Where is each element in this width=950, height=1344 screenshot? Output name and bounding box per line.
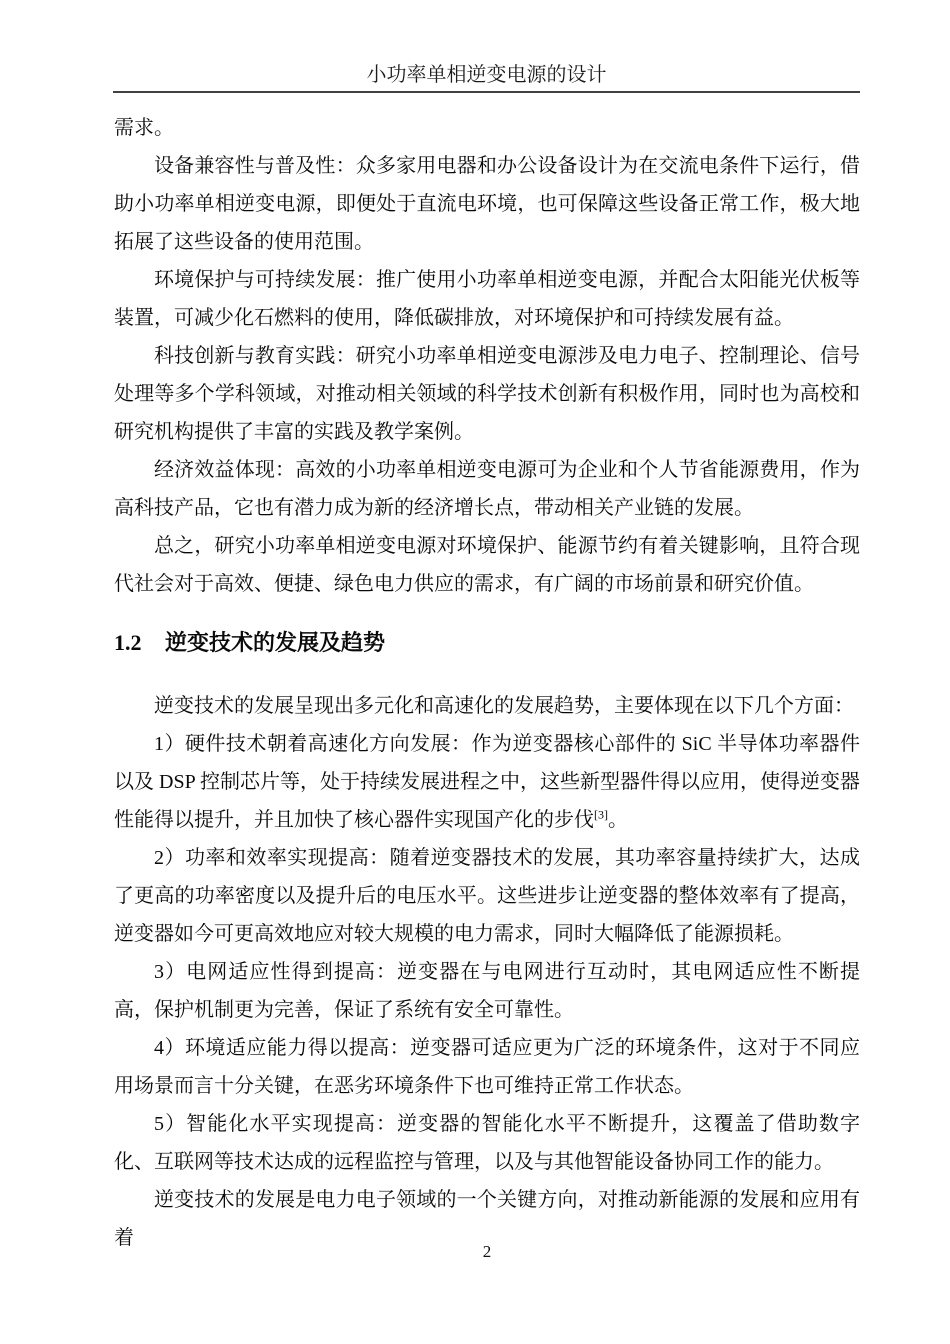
body-paragraph: 环境保护与可持续发展：推广使用小功率单相逆变电源，并配合太阳能光伏板等装置，可减少化石燃料的使用，降低碳排放，对环境保护和可持续发展有益。 [114,269,860,329]
body-paragraph [114,725,860,839]
section-title: 逆变技术的发展及趋势 [165,630,386,655]
document-body [114,109,860,1257]
body-paragraph: 4）环境适应能力得以提高：逆变器可适应更为广泛的环境条件，这对于不同应用场景而言十分关键，在恶劣环境条件下也可维持正常工作状态。 [114,1037,860,1097]
page-header [113,0,860,93]
body-paragraph: 逆变技术的发展是电力电子领域的一个关键方向，对推动新能源的发展和应用有着 [114,1189,860,1249]
body-paragraph: 科技创新与教育实践：研究小功率单相逆变电源涉及电力电子、控制理论、信号处理等多个学科领域，对推动相关领域的科学技术创新有积极作用，同时也为高校和研究机构提供了丰富的实践及教学案例。 [114,345,860,443]
paragraph-text: 1）硬件技术朝着高速化方向发展：作为逆变器核心部件的 SiC 半导体功率器件以及 DSP 控制芯片等，处于持续发展进程之中，这些新型器件得以应用，使得逆变器性能得以提升，并且加快了核心器件实现国产化的步伐 [114,733,860,831]
body-paragraph: 经济效益体现：高效的小功率单相逆变电源可为企业和个人节省能源费用，作为高科技产品，它也有潜力成为新的经济增长点，带动相关产业链的发展。 [114,459,860,519]
section-heading [114,623,860,663]
page-header-title: 小功率单相逆变电源的设计 [366,64,607,86]
page-footer [114,1241,860,1263]
body-paragraph: 总之，研究小功率单相逆变电源对环境保护、能源节约有着关键影响，且符合现代社会对于高效、便捷、绿色电力供应的需求，有广阔的市场前景和研究价值。 [114,535,860,595]
header-divider [113,91,860,93]
body-paragraph: 2）功率和效率实现提高：随着逆变器技术的发展，其功率容量持续扩大，达成了更高的功率密度以及提升后的电压水平。这些进步让逆变器的整体效率有了提高，逆变器如今可更高效地应对较大规模的电力需求，同时大幅降低了能源损耗。 [114,847,860,945]
body-paragraph: 逆变技术的发展呈现出多元化和高速化的发展趋势，主要体现在以下几个方面： [154,695,854,717]
citation-ref: [3] [594,807,608,822]
body-paragraph: 5）智能化水平实现提高：逆变器的智能化水平不断提升，这覆盖了借助数字化、互联网等技术达成的远程监控与管理，以及与其他智能设备协同工作的能力。 [114,1113,860,1173]
section-number: 1.2 [114,630,142,655]
paragraph-text: 。 [608,809,628,831]
page-number: 2 [482,1242,492,1261]
body-paragraph: 需求。 [114,117,174,139]
body-paragraph: 3）电网适应性得到提高：逆变器在与电网进行互动时，其电网适应性不断提高，保护机制更为完善，保证了系统有安全可靠性。 [114,961,860,1021]
body-paragraph: 设备兼容性与普及性：众多家用电器和办公设备设计为在交流电条件下运行，借助小功率单相逆变电源，即便处于直流电环境，也可保障这些设备正常工作，极大地拓展了这些设备的使用范围。 [114,155,860,253]
